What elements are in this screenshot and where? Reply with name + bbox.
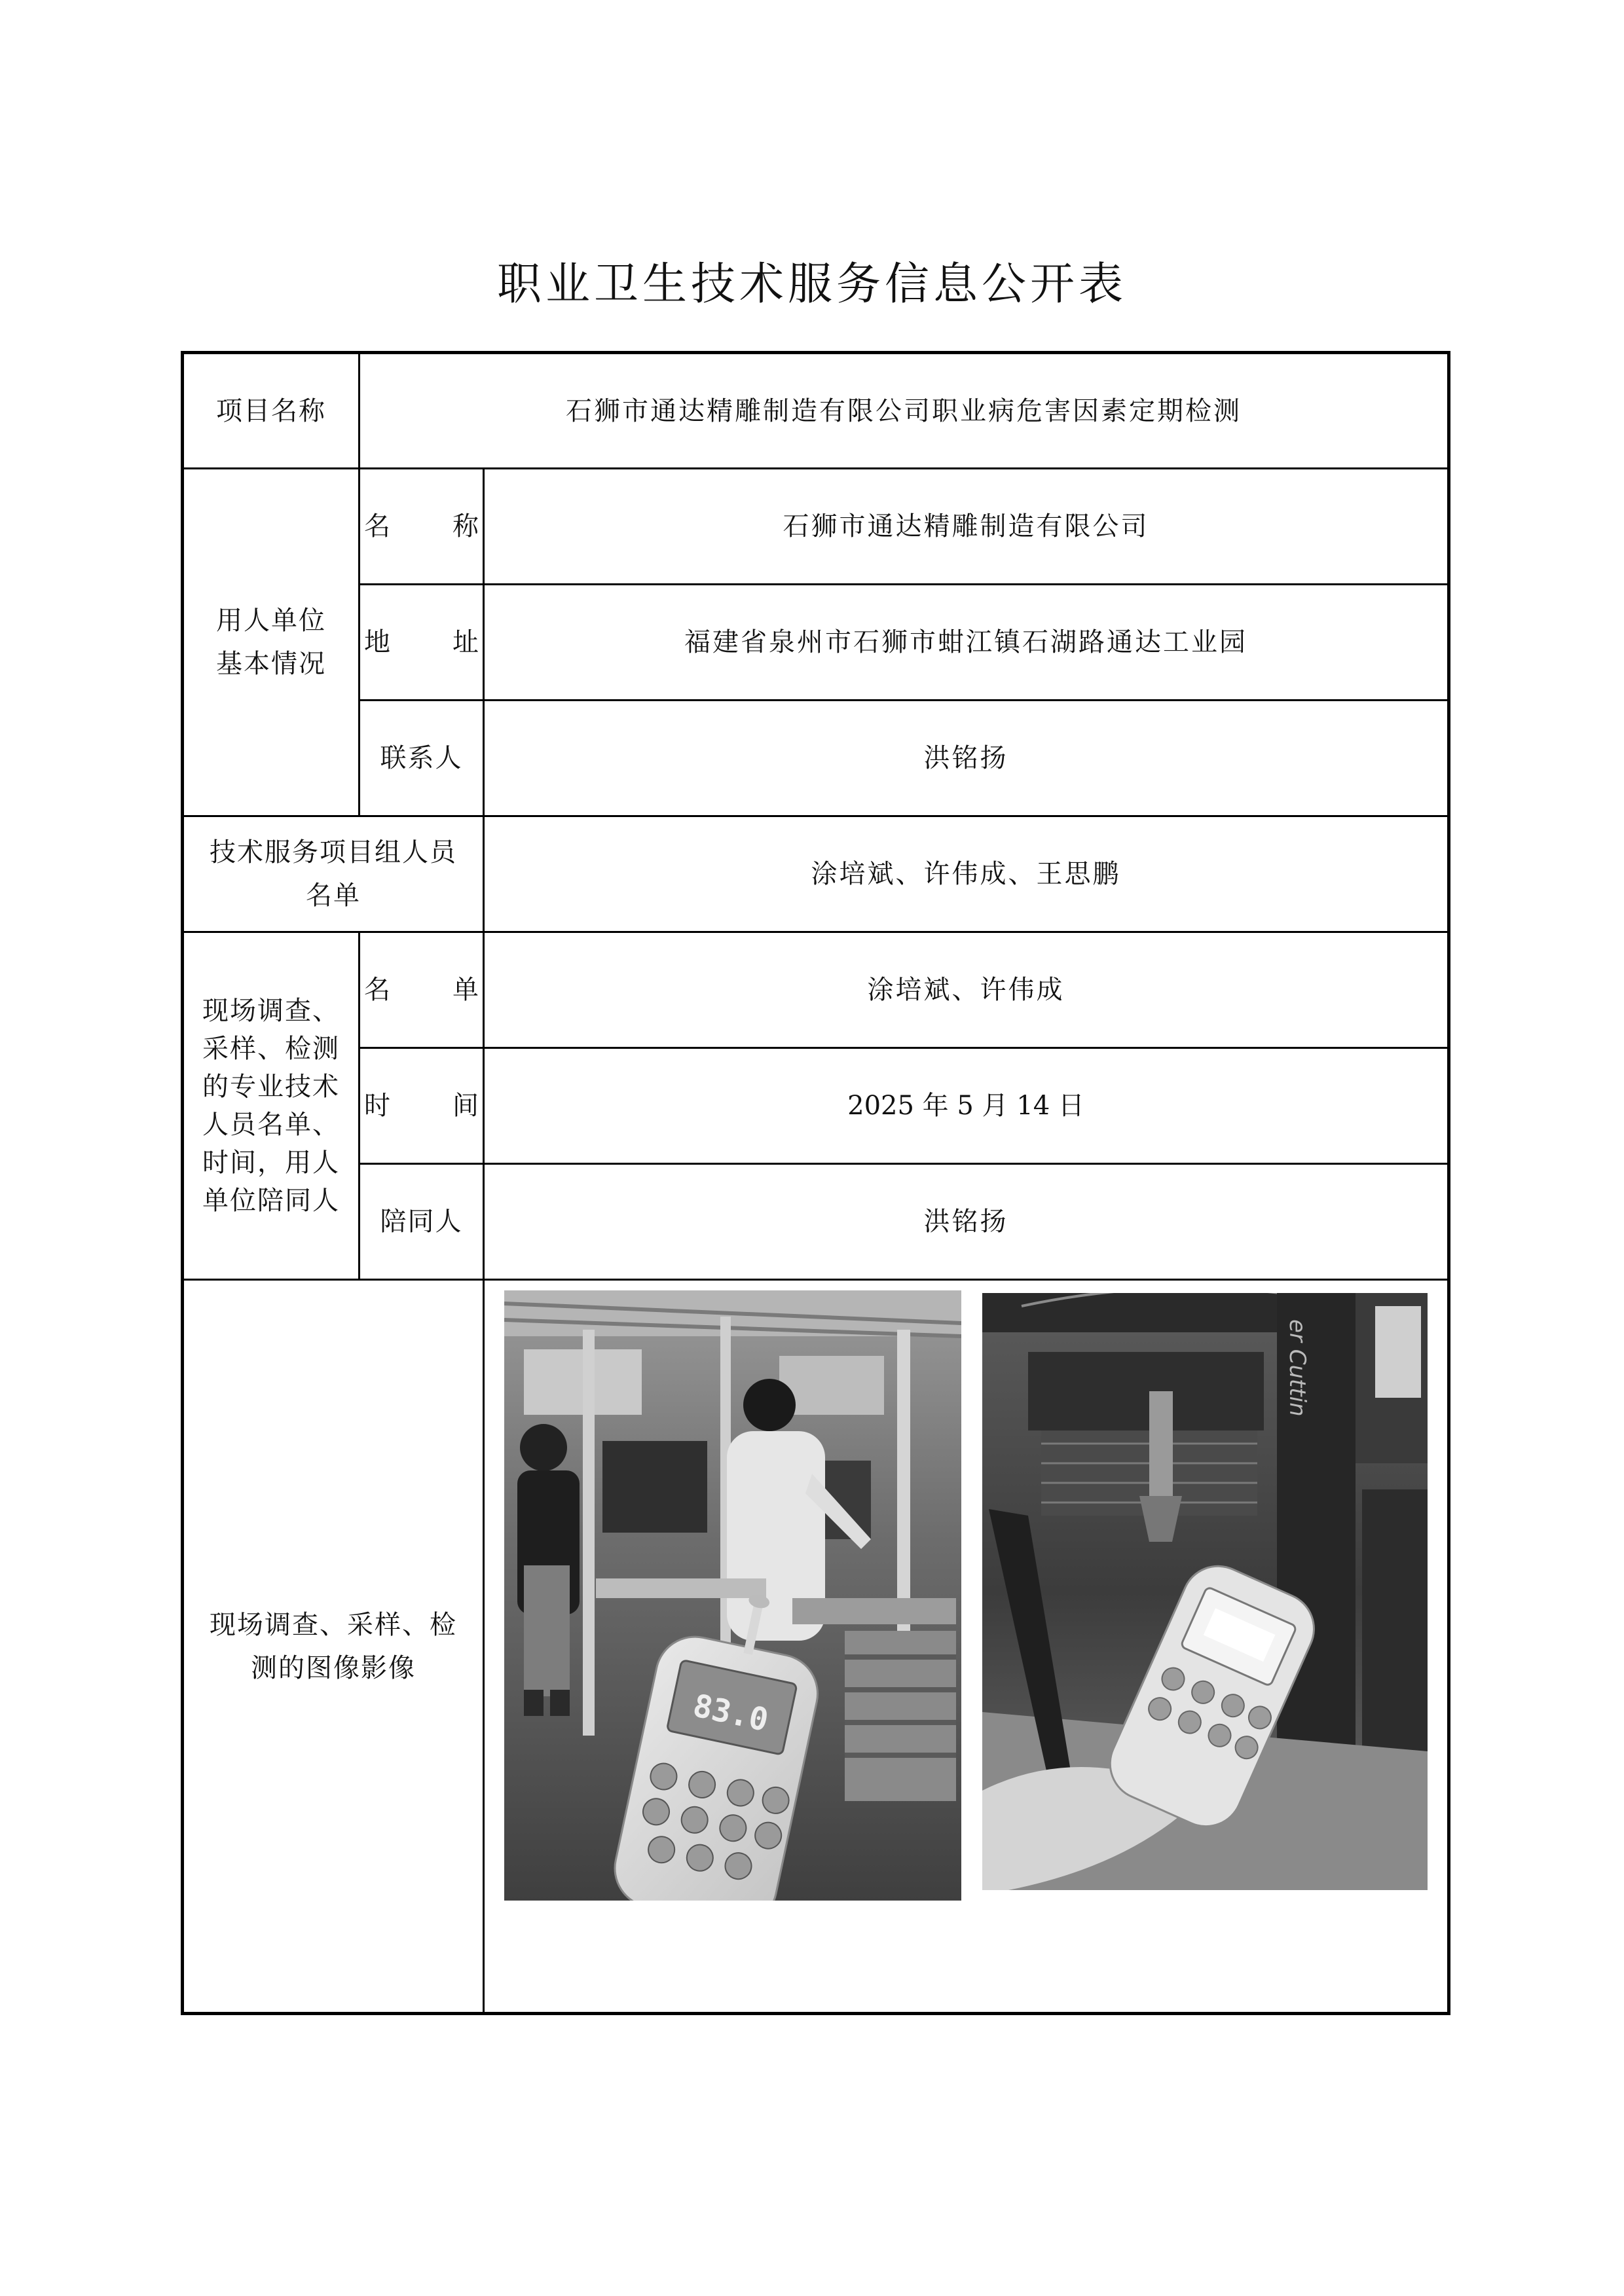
team-label	[183, 816, 484, 932]
survey-names-value: 涂培斌、许伟成	[484, 932, 1449, 1048]
employer-contact-label: 联系人	[360, 701, 484, 816]
survey-label-line: 时间，用人	[202, 1148, 340, 1178]
label-char: 间	[452, 1091, 479, 1121]
survey-names-label	[360, 932, 484, 1048]
label-char: 单	[452, 975, 479, 1005]
survey-label	[183, 932, 360, 1280]
survey-label-line: 现场调查、	[202, 996, 340, 1026]
team-value: 涂培斌、许伟成、王思鹏	[484, 816, 1449, 932]
employer-label-line2: 基本情况	[216, 649, 326, 679]
meter-reading: 83.0	[690, 1687, 772, 1740]
row-employer-contact	[183, 701, 1449, 816]
employer-contact-value: 洪铭扬	[484, 701, 1449, 816]
survey-label-line: 采样、检测	[202, 1034, 340, 1064]
row-survey-names	[183, 932, 1449, 1048]
site-photo-machine	[982, 1293, 1428, 1890]
machine-label-text: er Cuttin	[1284, 1319, 1310, 1417]
info-table	[181, 351, 1450, 2015]
employer-label-line1: 用人单位	[216, 606, 326, 636]
row-employer-name	[183, 469, 1449, 585]
survey-label-line: 单位陪同人	[202, 1186, 340, 1216]
survey-time-label	[360, 1048, 484, 1164]
images-label	[183, 1280, 484, 2014]
images-label-line2: 测的图像影像	[251, 1652, 416, 1683]
survey-time-value: 2025 年 5 月 14 日	[484, 1048, 1449, 1164]
survey-label-line: 人员名单、	[202, 1110, 340, 1140]
row-team	[183, 816, 1449, 932]
employer-address-label	[360, 585, 484, 701]
row-survey-time	[183, 1048, 1449, 1164]
images-cell	[484, 1280, 1449, 2014]
label-char: 名	[364, 975, 390, 1005]
team-label-line1: 技术服务项目组人员	[210, 837, 457, 867]
survey-escort-value: 洪铭扬	[484, 1164, 1449, 1280]
label-char: 址	[452, 627, 479, 657]
row-images	[183, 1280, 1449, 2014]
employer-name-label	[360, 469, 484, 585]
employer-name-value: 石狮市通达精雕制造有限公司	[484, 469, 1449, 585]
row-survey-escort	[183, 1164, 1449, 1280]
project-value: 石狮市通达精雕制造有限公司职业病危害因素定期检测	[360, 353, 1449, 469]
team-label-line2: 名单	[306, 881, 361, 911]
row-project	[183, 353, 1449, 469]
images-label-line1: 现场调查、采样、检	[210, 1609, 457, 1640]
project-label: 项目名称	[183, 353, 360, 469]
label-char: 时	[364, 1091, 390, 1121]
employer-label	[183, 469, 360, 816]
label-char: 称	[452, 511, 479, 541]
label-char: 名	[364, 511, 390, 541]
page-title: 职业卫生技术服务信息公开表	[496, 259, 1127, 310]
label-char: 地	[364, 627, 390, 657]
employer-address-value: 福建省泉州市石狮市蚶江镇石湖路通达工业园	[484, 585, 1449, 701]
row-employer-address	[183, 585, 1449, 701]
survey-label-line: 的专业技术	[202, 1072, 340, 1102]
site-photo-workshop	[504, 1290, 961, 1901]
survey-escort-label: 陪同人	[360, 1164, 484, 1280]
